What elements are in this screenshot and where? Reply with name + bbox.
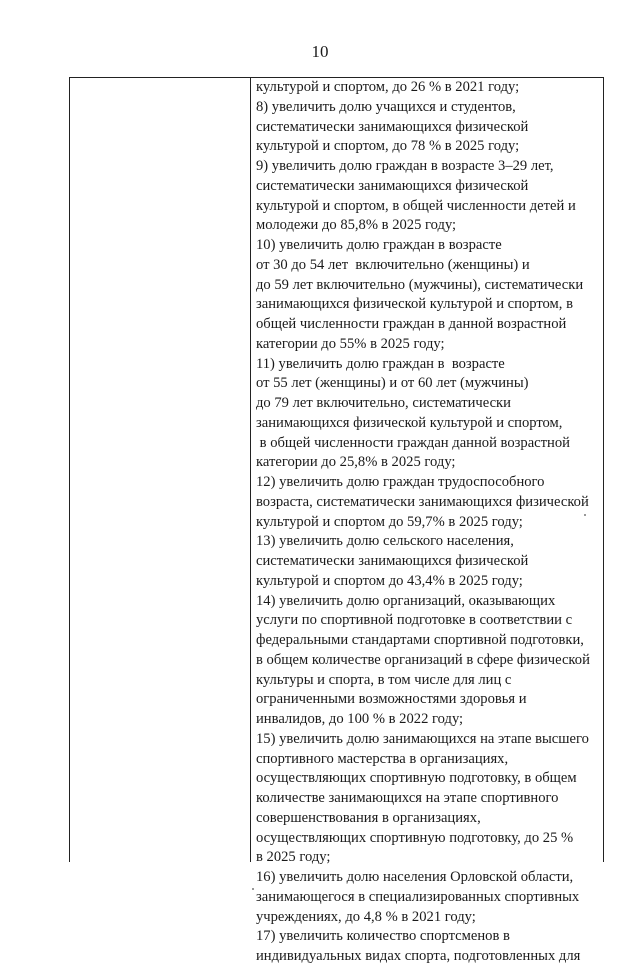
text-line: осуществляющих спортивную подготовку, до 25 %: [256, 829, 574, 846]
text-line: 16) увеличить долю населения Орловской области,: [256, 869, 574, 885]
text-line: федеральными стандартами спортивной подготовки,: [256, 632, 584, 648]
text-line: услуги по спортивной подготовке в соответствии с: [256, 612, 573, 629]
text-line: осуществляющих спортивную подготовку, в общем: [256, 770, 577, 787]
text-line: культурой и спортом, в общей численности детей и: [256, 197, 576, 214]
text-line: категории до 25,8% в 2025 году;: [256, 454, 456, 471]
text-line: до 59 лет включительно (мужчины), систематически: [256, 276, 584, 293]
text-line: 15) увеличить долю занимающихся на этапе высшего: [256, 730, 589, 747]
scan-speck: [584, 514, 586, 516]
text-line: 12) увеличить долю граждан трудоспособного: [256, 474, 545, 490]
text-line: культуры и спорта, в том числе для лиц с: [256, 671, 512, 688]
text-line: спортивного мастерства в организациях,: [256, 750, 509, 767]
text-line: ограниченными возможностями здоровья и: [256, 691, 527, 708]
text-line: 14) увеличить долю организаций, оказывающих: [256, 592, 556, 609]
text-line: занимающихся физической культурой и спортом,: [256, 414, 563, 431]
text-line: 17) увеличить количество спортсменов в: [256, 928, 510, 945]
text-line: занимающихся физической культурой и спортом, в: [256, 296, 573, 313]
column-divider: [250, 78, 251, 862]
text-line: 10) увеличить долю граждан в возрасте: [256, 237, 502, 253]
text-line: 8) увеличить долю учащихся и студентов,: [256, 98, 516, 115]
text-line: количестве занимающихся на этапе спортивного: [256, 790, 559, 806]
text-line: культурой и спортом до 59,7% в 2025 году;: [256, 513, 523, 530]
text-line: молодежи до 85,8% в 2025 году;: [256, 217, 457, 234]
text-line: систематически занимающихся физической: [256, 177, 529, 194]
table-right-cell: [256, 78, 599, 967]
text-line: общей численности граждан в данной возрастной: [256, 316, 567, 332]
text-line: индивидуальных видах спорта, подготовленных для: [256, 948, 581, 964]
text-line: до 79 лет включительно, систематически: [256, 395, 511, 411]
page-number: 10: [311, 42, 329, 61]
text-line: культурой и спортом, до 78 % в 2025 году;: [256, 138, 520, 155]
document-table: [69, 77, 604, 964]
text-line: 13) увеличить долю сельского населения,: [256, 533, 514, 550]
text-line: систематически занимающихся физической: [256, 553, 529, 569]
text-line: инвалидов, до 100 % в 2022 году;: [256, 711, 464, 727]
text-line: в общем количестве организаций в сфере физической: [256, 651, 590, 668]
text-line: от 30 до 54 лет включительно (женщины) и: [256, 256, 530, 273]
text-line: возраста, систематически занимающихся физической: [256, 493, 589, 510]
text-line: культурой и спортом, до 26 % в 2021 году;: [256, 79, 520, 95]
scan-speck: [252, 888, 254, 890]
text-line: культурой и спортом до 43,4% в 2025 году;: [256, 572, 523, 589]
text-line: систематически занимающихся физической: [256, 118, 529, 135]
text-line: учреждениях, до 4,8 % в 2021 году;: [256, 908, 476, 925]
text-line: в 2025 году;: [256, 849, 331, 866]
text-line: категории до 55% в 2025 году;: [256, 335, 445, 352]
text-line: занимающегося в специализированных спортивных: [256, 888, 580, 905]
text-line: от 55 лет (женщины) и от 60 лет (мужчины): [256, 375, 529, 392]
text-line: 11) увеличить долю граждан в возрасте: [256, 355, 505, 372]
text-line: совершенствования в организациях,: [256, 809, 481, 826]
text-line: 9) увеличить долю граждан в возрасте 3–29 лет,: [256, 158, 554, 174]
text-line: в общей численности граждан данной возрастной: [256, 434, 570, 451]
